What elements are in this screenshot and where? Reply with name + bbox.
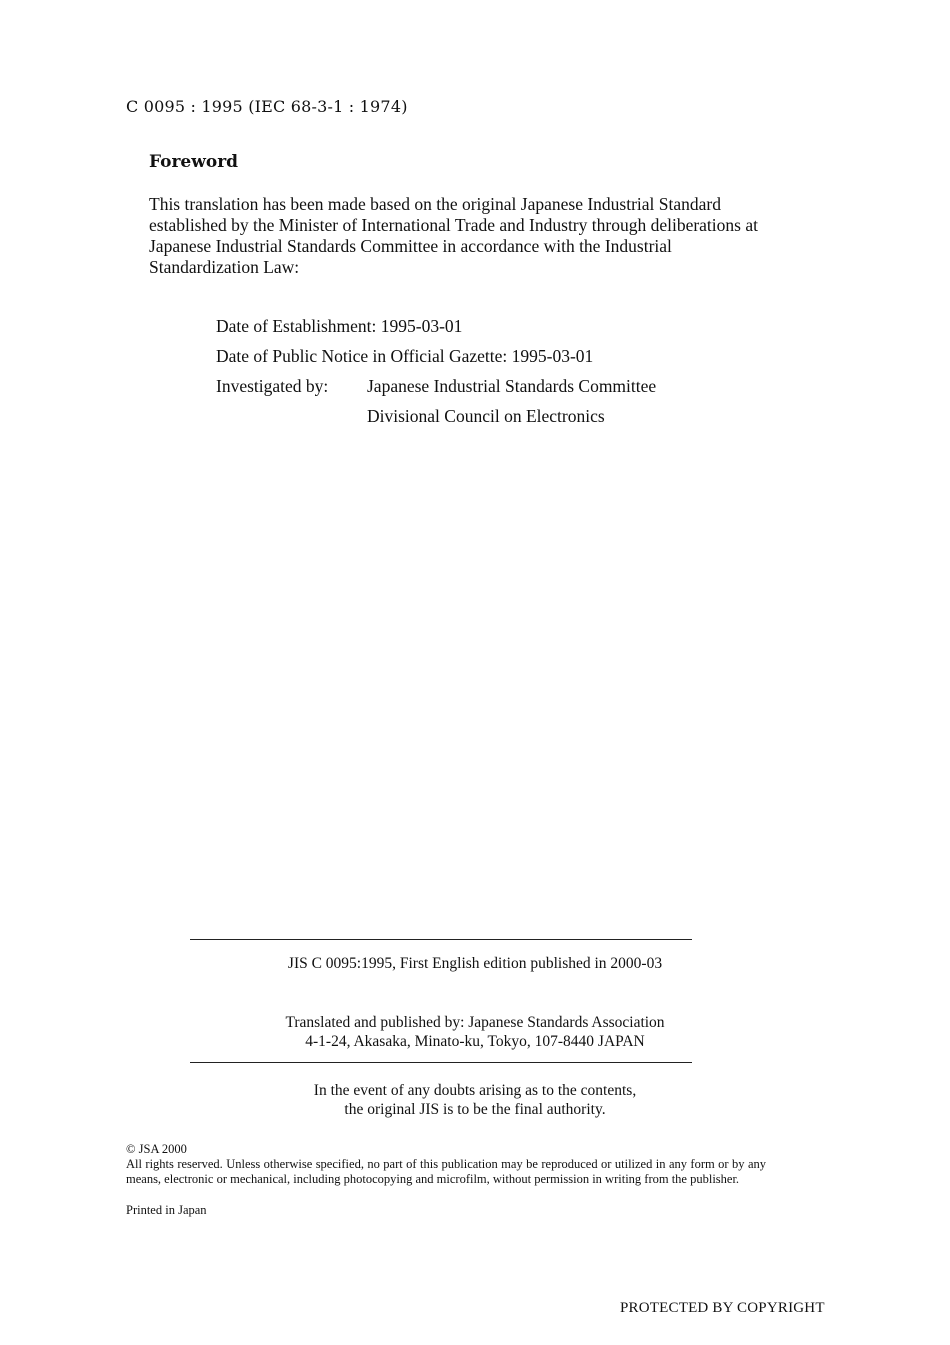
authority-notice — [150, 1081, 800, 1119]
investigated-by-committee: Japanese Industrial Standards Committee — [367, 376, 657, 396]
publisher-name: Translated and published by: Japanese Standards Association — [285, 1014, 665, 1031]
foreword-paragraph: This translation has been made based on the original Japanese Industrial Standard established by the Minister of International Trade and Industry through deliberations at Japanese Industrial Standards Committee in accordance with the Industrial Standardization Law: — [149, 194, 758, 277]
investigated-by-label: Investigated by: — [216, 376, 329, 396]
authority-notice-line1: In the event of any doubts arising as to the contents, — [313, 1082, 637, 1099]
rights-statement: All rights reserved. Unless otherwise specified, no part of this publication may be reproduced or utilized in any form or by any means, electronic or mechanical, including photocopying and microfilm, without permission in writing from the publisher. — [126, 1157, 766, 1186]
document-code: C 0095 : 1995 (IEC 68-3-1 : 1974) — [126, 97, 408, 116]
publisher-block — [150, 1013, 800, 1051]
foreword-heading: Foreword — [149, 152, 239, 172]
copyright-line: © JSA 2000 — [126, 1142, 187, 1156]
date-of-public-notice: Date of Public Notice in Official Gazette: 1995-03-01 — [216, 346, 594, 366]
authority-notice-line2: the original JIS is to be the final authority. — [344, 1101, 606, 1118]
investigated-by-council: Divisional Council on Electronics — [367, 406, 605, 426]
establishment-details — [216, 315, 656, 435]
date-of-establishment: Date of Establishment: 1995-03-01 — [216, 316, 463, 336]
copyright-stamp: PROTECTED BY COPYRIGHT — [620, 1300, 825, 1316]
edition-line: JIS C 0095:1995, First English edition published in 2000-03 — [287, 955, 663, 972]
legal-block — [126, 1142, 766, 1218]
investigated-by-row — [216, 375, 656, 405]
divider-bottom — [190, 1062, 692, 1063]
publisher-address: 4-1-24, Akasaka, Minato-ku, Tokyo, 107-8440 JAPAN — [305, 1033, 645, 1050]
divider-top — [190, 939, 692, 940]
printed-in: Printed in Japan — [126, 1203, 207, 1217]
